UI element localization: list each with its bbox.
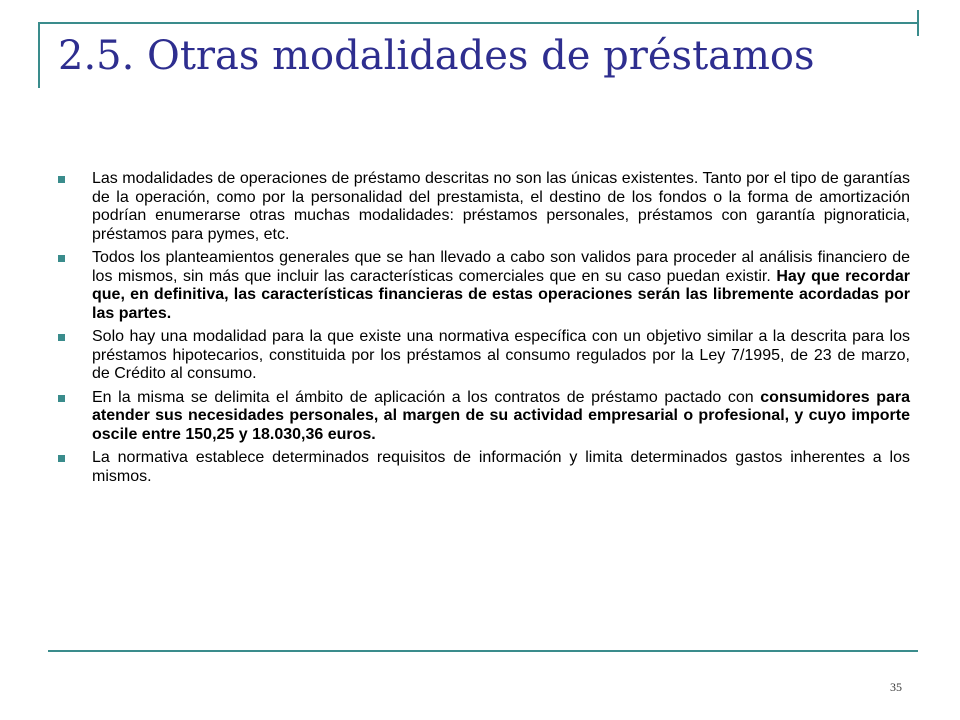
bullet-bold-text: Hay que recordar que, en definitiva, las características financieras de estas operaciones serán las libremente acordadas por las partes. [92,267,910,322]
square-bullet-icon [58,334,65,341]
bottom-rule [48,650,918,652]
square-bullet-icon [58,395,65,402]
bullet-text: La normativa establece determinados requisitos de información y limita determinados gastos inherentes a los mismos. [92,449,910,485]
bullet-text: Las modalidades de operaciones de préstamo descritas no son las únicas existentes. Tanto por el tipo de garantías de la operación, como por la personalidad del prestamista, el destino de los fondos o la forma de amortización podrían enumerarse otras muchas modalidades: préstamos personales, préstamos con garantía pignoraticia, préstamos para pymes, etc. [92,170,910,243]
bullet-item-3 [58,328,910,384]
square-bullet-icon [58,455,65,462]
square-bullet-icon [58,255,65,262]
bullet-bold-text: consumidores para atender sus necesidades personales, al margen de su actividad empresarial o profesional, y cuyo importe oscile entre 150,25 y 18.030,36 euros. [92,388,911,443]
bullet-item-2 [58,249,910,323]
page-number: 35 [890,680,902,694]
bullet-text: Solo hay una modalidad para la que existe una normativa específica con un objetivo similar a la descrita para los préstamos hipotecarios, constituida por los préstamos al consumo regulados por la Ley 7/1995, de 23 de marzo, de Crédito al consumo. [92,328,910,382]
slide-title: 2.5. Otras modalidades de préstamos [58,33,815,79]
bullet-item-5 [58,449,910,486]
square-bullet-icon [58,176,65,183]
bullet-list [58,170,910,491]
bullet-text: En la misma se delimita el ámbito de aplicación a los contratos de préstamo pactado con [92,388,761,406]
bullet-text: Todos los planteamientos generales que se han llevado a cabo son validos para proceder al análisis financiero de los mismos, sin más que incluir las características comerciales que en su caso puedan existir. [92,249,910,285]
right-rule [917,10,919,36]
bullet-item-4 [58,389,910,445]
top-rule [38,22,918,24]
left-rule [38,22,40,88]
bullet-item-1 [58,170,910,244]
